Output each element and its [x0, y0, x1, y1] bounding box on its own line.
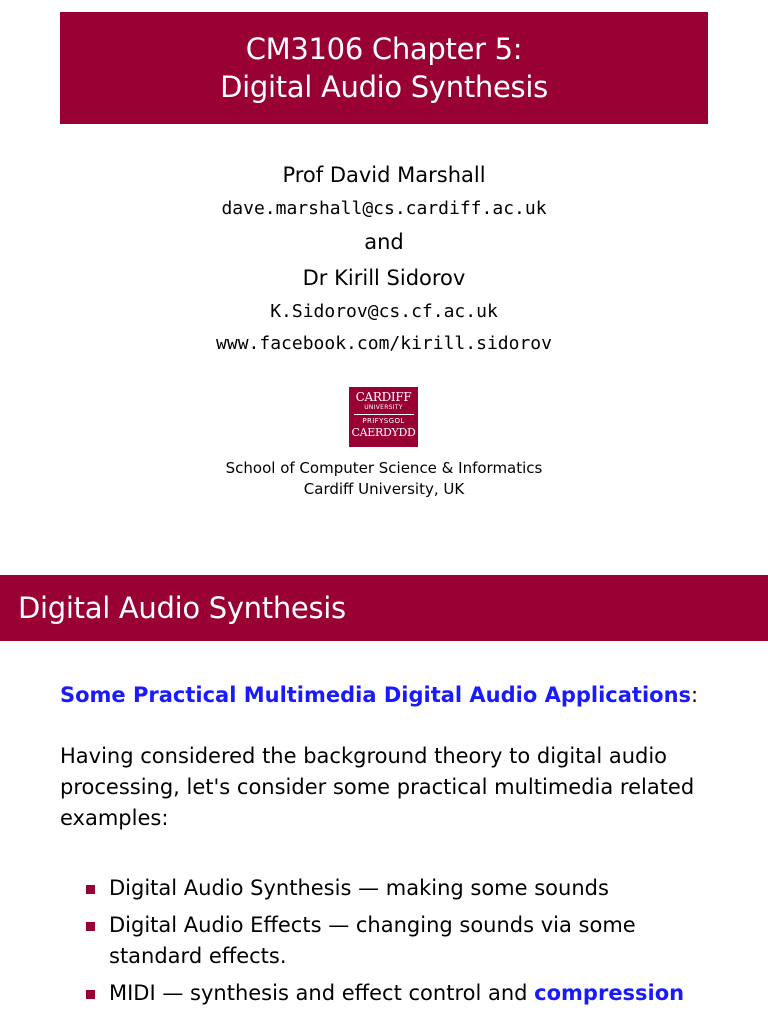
logo-line-4: CAERDYDD: [351, 426, 416, 439]
logo-line-3: PRIFYSGOL: [362, 417, 405, 425]
and-text: and: [364, 230, 404, 254]
title-line-1: CM3106 Chapter 5:: [245, 32, 523, 66]
logo-line-2: UNIVERSITY: [364, 404, 403, 411]
cardiff-university-logo: [349, 387, 418, 447]
bullet-square-icon: [86, 990, 95, 999]
bullet-text: MIDI — synthesis and effect control and: [109, 981, 535, 1005]
intro-paragraph: Having considered the background theory to digital audio processing, let's consider some practical multimedia related examples:: [60, 744, 695, 830]
list-item: [86, 910, 726, 972]
slide-subheading: [60, 683, 698, 707]
title-box: [60, 12, 708, 124]
school-name: School of Computer Science & Informatics: [225, 459, 543, 477]
author-email-2[interactable]: K.Sidorov@cs.cf.ac.uk: [270, 301, 498, 322]
bullet-list: [86, 873, 726, 1015]
author-name-1: Prof David Marshall: [282, 163, 486, 187]
author-email-1[interactable]: dave.marshall@cs.cardiff.ac.uk: [221, 198, 547, 219]
bullet-square-icon: [86, 885, 95, 894]
subheading-text: Some Practical Multimedia Digital Audio Applications: [60, 683, 692, 707]
title-line-2: Digital Audio Synthesis: [220, 70, 548, 104]
author-web-link[interactable]: www.facebook.com/kirill.sidorov: [216, 333, 552, 354]
subheading-colon: :: [691, 683, 699, 707]
bullet-text: Digital Audio Effects — changing sounds via some standard effects.: [109, 913, 636, 968]
slide-header: Digital Audio Synthesis: [0, 575, 768, 641]
content-slide: [0, 575, 768, 1024]
university-name: Cardiff University, UK: [303, 480, 465, 498]
bullet-text: Digital Audio Synthesis — making some sounds: [109, 876, 609, 900]
compression-link[interactable]: compression: [534, 981, 685, 1005]
logo-line-1: CARDIFF: [355, 390, 412, 404]
logo-divider: [354, 414, 414, 415]
list-item: [86, 873, 726, 904]
bullet-square-icon: [86, 922, 95, 931]
list-item: [86, 978, 726, 1009]
author-name-2: Dr Kirill Sidorov: [302, 266, 466, 290]
